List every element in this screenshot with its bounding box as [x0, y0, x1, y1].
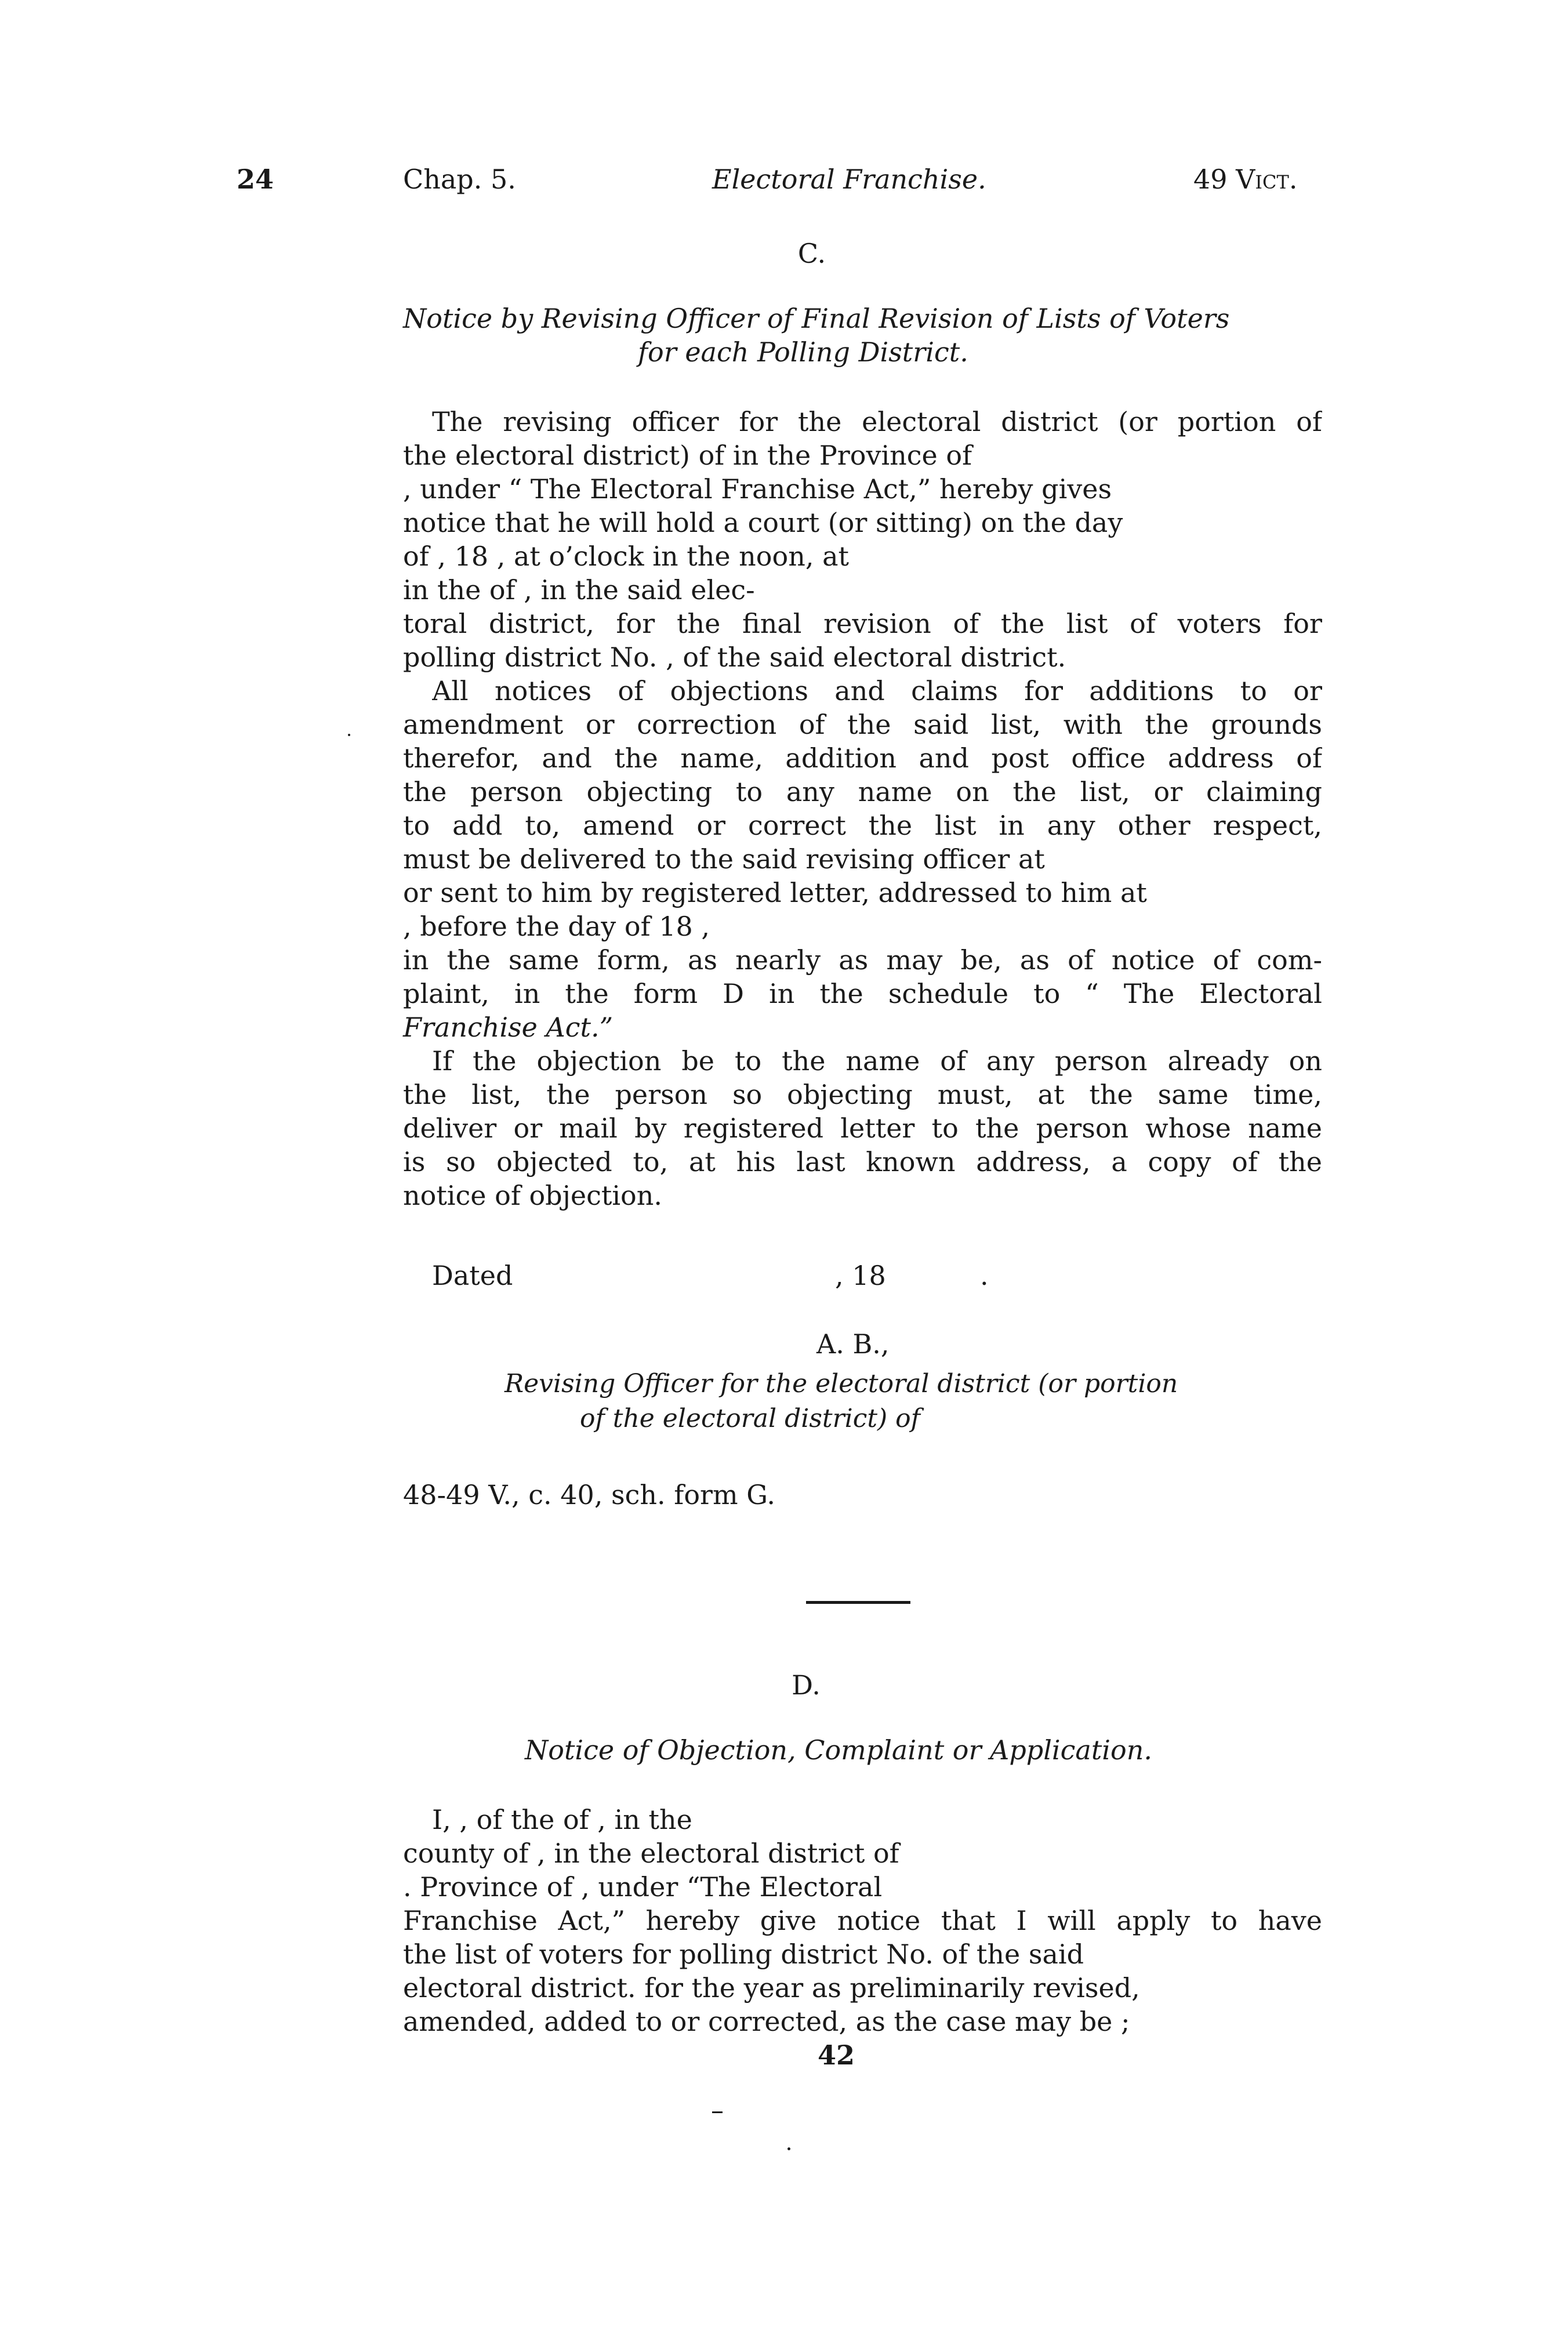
text-line: notice of objection. — [403, 1180, 662, 1211]
dated-end: . — [980, 1260, 989, 1291]
form-c-letter: C. — [797, 238, 826, 269]
text-line: must be delivered to the said revising officer at — [403, 843, 1045, 875]
section-divider — [806, 1601, 910, 1604]
text-line: The revising officer for the electoral district (or portion of — [432, 406, 1322, 437]
text-line: in the of , in the said elec- — [403, 574, 755, 606]
text-line: county of , in the electoral district of — [403, 1838, 899, 1869]
text-line: polling district No. , of the said electoral district. — [403, 642, 1066, 673]
text-line: plaint, in the form D in the schedule to “ The Electoral — [403, 978, 1322, 1009]
text-line: the person objecting to any name on the list, or claiming — [403, 776, 1322, 807]
text-line: Franchise Act,” hereby give notice that I will apply to have — [403, 1905, 1322, 1936]
text-line: All notices of objections and claims for additions to or — [432, 675, 1322, 707]
text-line: the list of voters for polling district No. of the said — [403, 1939, 1084, 1970]
form-c-heading-line2: for each Polling District. — [638, 336, 968, 368]
text-line: . Province of , under “The Electoral — [403, 1871, 883, 1903]
text-line: therefor, and the name, addition and post office address of — [403, 742, 1322, 774]
text-line: in the same form, as nearly as may be, as of notice of com- — [403, 944, 1322, 976]
signature-title-line2: of the electoral district) of — [580, 1404, 920, 1433]
text-line: deliver or mail by registered letter to the person whose name — [403, 1113, 1322, 1144]
dated-year: , 18 — [835, 1260, 886, 1291]
text-line: toral district, for the final revision of the list of voters for — [403, 608, 1322, 639]
text-line: electoral district. for the year as preliminarily revised, — [403, 1972, 1140, 2004]
scan-speck — [348, 734, 350, 736]
page-number: 24 — [237, 164, 274, 195]
text-line: Franchise Act.” — [403, 1012, 614, 1043]
text-line: or sent to him by registered letter, addressed to him at — [403, 877, 1147, 908]
text-line: to add to, amend or correct the list in any other respect, — [403, 810, 1322, 841]
form-c-heading-line1: Notice by Revising Officer of Final Revision of Lists of Voters — [403, 303, 1230, 334]
text-line: is so objected to, at his last known address, a copy of the — [403, 1146, 1322, 1178]
statute-reference: 48-49 V., c. 40, sch. form G. — [403, 1479, 775, 1510]
signature-initials: A. B., — [816, 1328, 890, 1360]
text-line: I, , of the of , in the — [432, 1804, 692, 1835]
text-line: , under “ The Electoral Franchise Act,” hereby gives — [403, 473, 1112, 505]
form-d-letter: D. — [792, 1669, 821, 1701]
text-line: amended, added to or corrected, as the case may be ; — [403, 2006, 1130, 2037]
text-line: the list, the person so objecting must, at the same time, — [403, 1079, 1322, 1110]
running-title: Electoral Franchise. — [712, 164, 986, 195]
text-line: the electoral district) of in the Province of — [403, 440, 972, 471]
chapter-label: Chap. 5. — [403, 164, 516, 195]
signature-title-line1: Revising Officer for the electoral district (or portion — [504, 1369, 1178, 1399]
text-line: notice that he will hold a court (or sitting) on the day — [403, 507, 1123, 538]
text-line: If the objection be to the name of any person already on — [432, 1045, 1322, 1077]
dated-label: Dated — [432, 1260, 513, 1291]
regnal-year: 49 Vict. — [1193, 164, 1298, 195]
form-d-heading: Notice of Objection, Complaint or Application. — [525, 1734, 1152, 1766]
printer-signature-mark: 42 — [818, 2039, 855, 2071]
scan-speck — [787, 2147, 790, 2150]
text-line: amendment or correction of the said list, with the grounds — [403, 709, 1322, 740]
text-line: , before the day of 18 , — [403, 911, 710, 942]
text-line: of , 18 , at o’clock in the noon, at — [403, 541, 849, 572]
scan-speck — [712, 2111, 723, 2113]
